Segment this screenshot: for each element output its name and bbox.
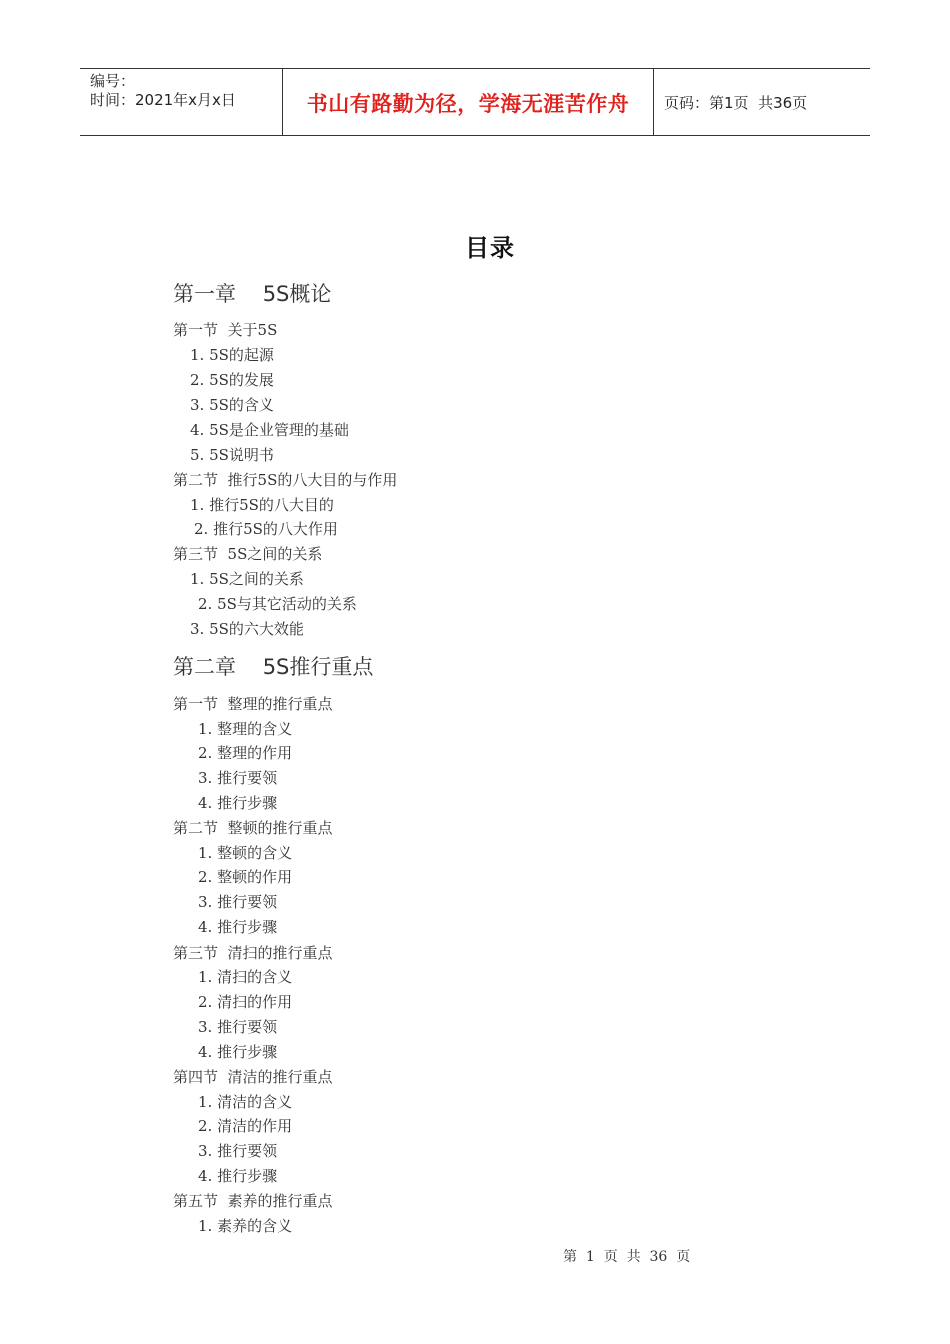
page-info: 页码：第1页 共36页: [664, 93, 808, 112]
toc-section[interactable]: 第三节 5S之间的关系: [173, 545, 323, 563]
toc-section[interactable]: 第四节 清洁的推行重点: [173, 1068, 333, 1086]
page-footer: 第 1 页 共 36 页: [563, 1249, 691, 1265]
toc-section[interactable]: 第二节 推行5S的八大目的与作用: [173, 471, 398, 489]
toc-item[interactable]: 5. 5S说明书: [190, 446, 274, 464]
toc-item[interactable]: 2. 整顿的作用: [198, 868, 293, 886]
toc-section[interactable]: 第五节 素养的推行重点: [173, 1192, 333, 1210]
toc-item[interactable]: 4. 5S是企业管理的基础: [190, 421, 349, 439]
toc-section[interactable]: 第二节 整顿的推行重点: [173, 819, 333, 837]
toc-section[interactable]: 第三节 清扫的推行重点: [173, 944, 333, 962]
toc-item[interactable]: 3. 5S的六大效能: [190, 620, 304, 638]
toc-item[interactable]: 2. 推行5S的八大作用: [194, 520, 338, 538]
toc-item[interactable]: 3. 推行要领: [198, 893, 278, 911]
toc-item[interactable]: 3. 推行要领: [198, 1142, 278, 1160]
toc-item[interactable]: 1. 清洁的含义: [198, 1093, 293, 1111]
toc-item[interactable]: 2. 清扫的作用: [198, 993, 293, 1011]
toc-item[interactable]: 1. 5S的起源: [190, 346, 274, 364]
toc-chapter[interactable]: 第二章 5S推行重点: [173, 655, 374, 679]
toc-item[interactable]: 2. 5S的发展: [190, 371, 274, 389]
toc-chapter[interactable]: 第一章 5S概论: [173, 282, 332, 306]
toc-item[interactable]: 2. 整理的作用: [198, 744, 293, 762]
toc-item[interactable]: 3. 推行要领: [198, 769, 278, 787]
toc-item[interactable]: 4. 推行步骤: [198, 918, 278, 936]
toc-item[interactable]: 1. 整理的含义: [198, 720, 293, 738]
toc-item[interactable]: 1. 推行5S的八大目的: [190, 496, 334, 514]
toc-section[interactable]: 第一节 关于5S: [173, 321, 278, 339]
motto-text: 书山有路勤为径，学海无涯苦作舟: [306, 92, 630, 116]
toc-item[interactable]: 4. 推行步骤: [198, 1043, 278, 1061]
toc-item[interactable]: 1. 清扫的含义: [198, 968, 293, 986]
toc-section[interactable]: 第一节 整理的推行重点: [173, 695, 333, 713]
toc-title: 目录: [465, 234, 515, 262]
toc-item[interactable]: 2. 清洁的作用: [198, 1117, 293, 1135]
toc-item[interactable]: 1. 整顿的含义: [198, 844, 293, 862]
toc-item[interactable]: 1. 素养的含义: [198, 1217, 293, 1235]
toc-item[interactable]: 4. 推行步骤: [198, 794, 278, 812]
toc-item[interactable]: 3. 推行要领: [198, 1018, 278, 1036]
toc-item[interactable]: 2. 5S与其它活动的关系: [198, 595, 357, 613]
serial-number-label: 编号：: [90, 72, 136, 90]
toc-item[interactable]: 3. 5S的含义: [190, 396, 274, 414]
toc-item[interactable]: 1. 5S之间的关系: [190, 570, 304, 588]
toc-item[interactable]: 4. 推行步骤: [198, 1167, 278, 1185]
time-label: 时间：2021年x月x日: [90, 91, 236, 109]
